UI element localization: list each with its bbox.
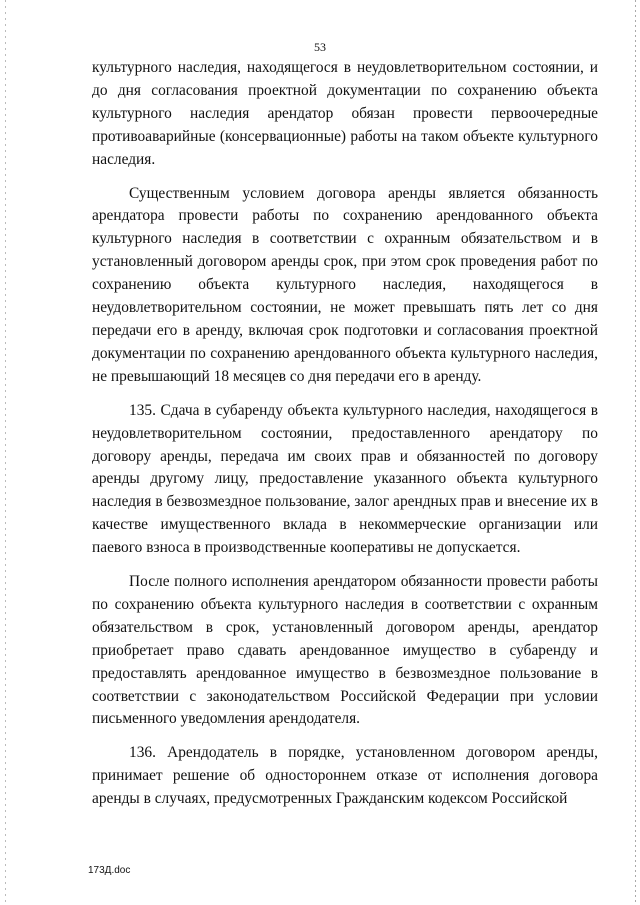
paragraph-after-fulfillment: После полного исполнения арендатором обязанности провести работы по сохранению объекта культурного наследия в соответствии с охранным обязательством в срок, установленный договором аренды, арендатор приобретает право сдавать арендованное имущество в субаренду и предоставлять арендованное имущество в безвозмездное пользование в соответствии с законодательством Российской Федерации при условии письменного уведомления арендодателя.: [92, 573, 598, 728]
document-body: [92, 57, 598, 811]
scan-edge-right: [635, 0, 636, 905]
paragraph-essential-condition: Существенным условием договора аренды является обязанность арендатора провести работы по сохранению арендованного объекта культурного наследия в соответствии с охранным обязательством и в установленный договором аренды срок, при этом срок проведения работ по сохранению объекта культурного наследия, находящегося в неудовлетворительном состоянии, не может превышать пять лет со дня передачи его в аренду, включая срок подготовки и согласования проектной документации по сохранению арендованного объекта культурного наследия, не превышающий 18 месяцев со дня передачи его в аренду.: [92, 184, 598, 385]
scan-edge-left: [5, 0, 6, 905]
paragraph-continuation: культурного наследия, находящегося в неудовлетворительном состоянии, и до дня согласования проектной документации по сохранению объекта культурного наследия арендатор обязан провести первоочередные противоаварийные (консервационные) работы на таком объекте культурного наследия.: [92, 59, 598, 168]
footer-filename: 173Д.doc: [88, 865, 131, 876]
paragraph-item-135: 135. Сдача в субаренду объекта культурного наследия, находящегося в неудовлетворительном состоянии, предоставленного арендатору по договору аренды, передача им своих прав и обязанностей по договору аренды другому лицу, предоставление указанного объекта культурного наследия в безвозмездное пользование, залог арендных прав и внесение их в качестве имущественного вклада в некоммерческие организации или паевого взноса в производственные кооперативы не допускается.: [92, 401, 598, 557]
paragraph-item-136: 136. Арендодатель в порядке, установленном договором аренды, принимает решение об одностороннем отказе от исполнения договора аренды в случаях, предусмотренных Гражданским кодексом Российской: [92, 744, 598, 808]
page-number: 53: [314, 40, 326, 54]
